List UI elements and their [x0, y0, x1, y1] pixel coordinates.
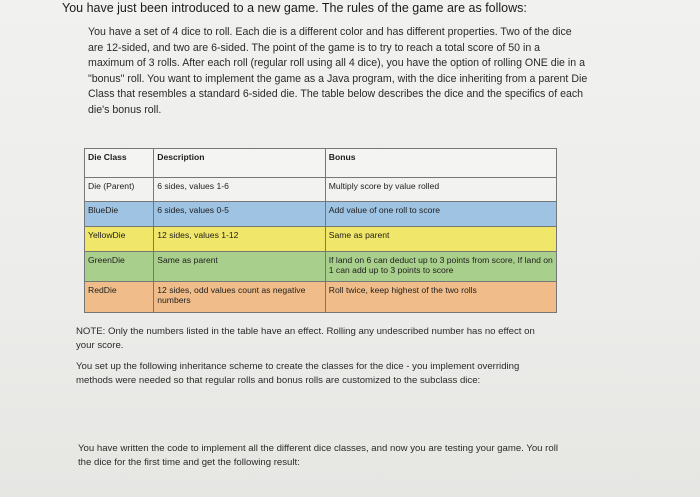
- cell-die-class: GreenDie: [85, 252, 154, 282]
- cell-bonus: Add value of one roll to score: [325, 202, 556, 227]
- inheritance-paragraph: You set up the following inheritance scheme to create the classes for the dice - you implement overriding methods were needed so that regular rolls and bonus rolls are customized to the subclass dice:: [76, 361, 520, 386]
- cell-die-class: Die (Parent): [85, 178, 154, 202]
- cell-die-class: RedDie: [85, 282, 154, 313]
- cell-description: 6 sides, values 1-6: [154, 178, 326, 202]
- cell-description: 6 sides, values 0-5: [154, 202, 326, 227]
- cell-bonus: Roll twice, keep highest of the two rolls: [325, 282, 556, 313]
- intro-heading: You have just been introduced to a new game. The rules of the game are as follows:: [62, 1, 527, 15]
- rules-paragraph: You have a set of 4 dice to roll. Each die is a different color and has different properties. Two of the dice are 12-sided, and two are 6-sided. The point of the game is to try to reach a total score of 50 in a maximum of 3 rolls. After each roll (regular roll using all 4 dice), you have the option of rolling ONE die in a "bonus" roll. You want to implement the game as a Java program, with the dice inheriting from a parent Die Class that resembles a standard 6-sided die. The table below describes the dice and the specifics of each die's bonus roll.: [88, 26, 588, 116]
- cell-die-class: BlueDie: [85, 202, 154, 227]
- table-header-row: [85, 149, 557, 178]
- table-row: [85, 227, 557, 252]
- cell-description: Same as parent: [154, 252, 326, 282]
- cell-bonus: If land on 6 can deduct up to 3 points from score, If land on 1 can add up to 3 points to score: [325, 252, 556, 282]
- table-row: [85, 178, 557, 202]
- header-bonus: Bonus: [325, 149, 556, 178]
- dice-table: [84, 148, 557, 313]
- testing-paragraph: You have written the code to implement all the different dice classes, and now you are testing your game. You roll the dice for the first time and get the following result:: [78, 443, 558, 468]
- cell-bonus: Same as parent: [325, 227, 556, 252]
- note-paragraph: NOTE: Only the numbers listed in the table have an effect. Rolling any undescribed number has no effect on your score.: [76, 326, 535, 351]
- header-die-class: Die Class: [85, 149, 154, 178]
- table-row: [85, 202, 557, 227]
- table-row: [85, 252, 557, 282]
- cell-description: 12 sides, values 1-12: [154, 227, 326, 252]
- table-row: [85, 282, 557, 313]
- cell-bonus: Multiply score by value rolled: [325, 178, 556, 202]
- cell-die-class: YellowDie: [85, 227, 154, 252]
- cell-description: 12 sides, odd values count as negative numbers: [154, 282, 326, 313]
- header-description: Description: [154, 149, 326, 178]
